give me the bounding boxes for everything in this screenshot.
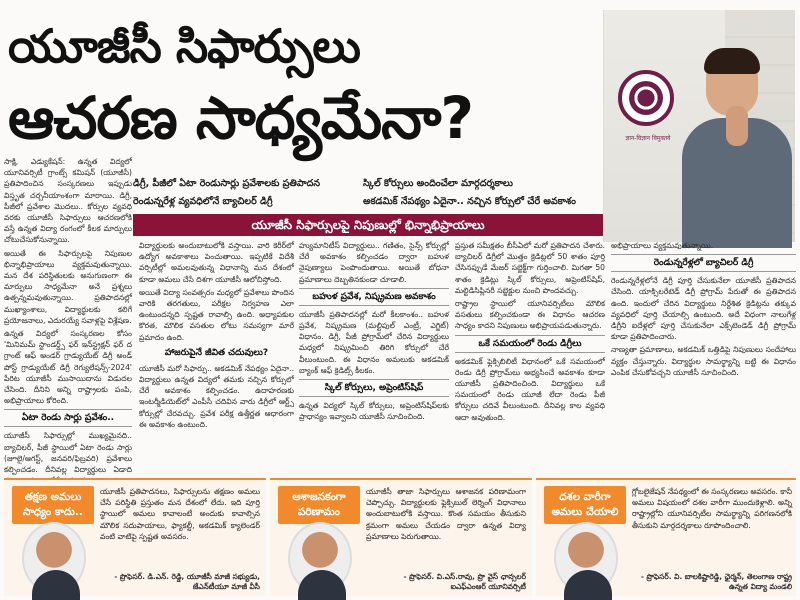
expert-opinion-box bbox=[270, 478, 532, 596]
ugc-motto: ज्ञान-विज्ञान विमुक्तये bbox=[625, 135, 671, 142]
expert-photo bbox=[554, 522, 618, 594]
headline-line-1: యూజీసీ సిఫార్సులు bbox=[8, 19, 360, 73]
paragraph: ఉన్నత విద్యలో స్కిల్ కోర్సులు, అప్రెంటిస్‌షిప్‌లకు ప్రాధాన్యం ఇవ్వాలని యూజీసీ సూచించింది. bbox=[299, 401, 449, 422]
headline-line-2: ఆచరణ సాధ్యమేనా? bbox=[8, 84, 474, 152]
ugc-emblem-icon bbox=[618, 70, 674, 126]
paragraph: హ్యుమానిటీస్ విద్యార్థులు.. గణితం, సైన్స్ కోర్సుల్లో చేరే అవకాశం కల్పించడం ద్వారా బహుళ నైపుణ్యాలు పెంపొందుతాయి. అయితే బోధనా ప్రమాణాలు దెబ్బతినకుండా చూడాలి. bbox=[299, 241, 449, 284]
paragraph: అభిప్రాయాలు వ్యక్తమవుతున్నాయి. bbox=[611, 241, 714, 250]
paragraph: యూజీసీ ప్రతిపాదనల్లో మరో కీలకాంశం.. బహుళ ప్రవేశ, నిష్క్రమణ (మల్టిపుల్ ఎంట్రీ, ఎగ్జిట్) విధానం. డిగ్రీ, పీజీ ప్రోగ్రామ్‌లో చేరిన విద్యార్థులు మధ్యలో నిష్క్రమించి తిరిగి కోర్సులో చేరే వీలుంటుంది. ఈ విధానం అమలుకు అకడమిక్ బ్యాంక్ ఆఫ్ క్రెడిట్స్ కీలకం. bbox=[299, 309, 449, 375]
subhead-item: డిగ్రీ, పీజీలో ఏటా రెండుసార్లు ప్రవేశాలకు ప్రతిపాదన bbox=[133, 178, 321, 189]
subhead-item: అకడమిక్ నేపథ్యం ఏదైనా.. నచ్చిన కోర్సులో చేరే అవకాశం bbox=[363, 196, 576, 207]
section-heading: రెండున్నరేళ్లలో బ్యాచిలర్ డిగ్రీ bbox=[611, 254, 796, 272]
paragraph: అయితే విద్యా సంవత్సరం మధ్యలో ప్రవేశాలు పొందిన వారికి తరగతులు, పరీక్షల నిర్వహణ ఎలా ఉంటుందన్నది స్పష్టత రావాల్సి ఉంది. అధ్యాపకుల కొరత, మౌలిక వసతుల లోటు సమస్యగా మారే ప్రమాదం ఉంది. bbox=[139, 287, 294, 342]
paragraph: నాణ్యతా ప్రమాణాలు, అకడమిక్ ఒత్తిడిపై నిపుణులు సందేహాలు వ్యక్తం చేస్తున్నారు. విద్యార్థుల సామర్థ్యాన్ని బట్టి ఈ విధానం ఎంపిక చేసుకోవచ్చని యూజీసీ సూచించింది. bbox=[611, 345, 796, 377]
column-4 bbox=[455, 240, 605, 474]
paragraph: విద్యార్థులకు అందుబాటులోకి వస్తాయి. వారి కెరీర్‌లో ఉద్యోగ అవకాశాలు పెంచుతాయి. ఇప్పటికే విదేశీ వర్సిటీల్లో అమలవుతున్న విధానాన్ని మన దేశంలో కూడా అమలు చేసే దిశగా యూజీసీ ఆలోచిస్తోంది. bbox=[139, 241, 294, 284]
expert-author: - ప్రొఫెసర్. వి. బాలకిష్టారెడ్డి, ఛైర్మన్, తెలంగాణ రాష్ట్ర ఉన్నత విద్యా మండలి bbox=[640, 572, 792, 591]
expert-quote: యూజీసీ ప్రతిపాదనలు, సిఫార్సులను తక్షణం అమలు చేసే పరిస్థితి ప్రస్తుతం మన దేశంలో లేదు. ఇది పూర్తి స్థాయిలో అమలు కావాలంటే అందుకు కావాల్సిన మౌలిక సదుపాయాలు, ఫ్యాకల్టీ, అకడమిక్ క్యాలెండర్ వంటి వాటిపై స్పష్టత అవసరం. bbox=[100, 487, 260, 541]
expert-tag: ఆశాజనకంగా పరిణామం bbox=[278, 486, 360, 524]
expert-opinion-box bbox=[536, 478, 796, 596]
paragraph: అకడమిక్ ఫ్లెక్సిబిలిటీ విధానంలో ఒకే సమయంలో రెండు డిగ్రీ ప్రోగ్రామ్‌లు అభ్యసించే అవకాశం కూడా యూజీసీ ప్రతిపాదించింది. విద్యార్థులు ఒకే సమయంలో రెండు యూజీ లేదా రెండు పీజీ కోర్సులు చదివే వీలుంటుంది. దీనివల్ల కాల వ్యవధి ఆదా అవుతుంది. bbox=[455, 356, 605, 422]
paragraph: యూజీసీ మరో సిఫార్సు.. అకడమిక్ నేపథ్యం ఏదైనా.. విద్యార్థులు ఉన్నత విద్యలో తమకు నచ్చిన కోర్సులో చేరే అవకాశం కల్పించడం. ఉదాహరణకు ఇంటర్మీడియెట్‌లో ఎంపీసీ చదివిన వారు డిగ్రీలో ఆర్ట్స్ కోర్సుల్లో చేరవచ్చు. ప్రవేశ పరీక్ష ఉత్తీర్ణత ఆధారంగా ఈ అవకాశం ఉంటుంది. bbox=[139, 363, 294, 429]
expert-opinion-box bbox=[4, 478, 266, 596]
column-5 bbox=[611, 240, 796, 474]
column-3 bbox=[299, 240, 449, 474]
headline bbox=[8, 14, 600, 158]
paragraph: యూజీసీ సిఫార్సుల్లో ముఖ్యమైనది.. బ్యాచిలర్, పీజీ స్థాయిలో ఏటా రెండు సార్లు (జూలై/ఆగస్ట్, జనవరి/ఫిబ్రవరి) ప్రవేశాలు కల్పించడం. దీనివల్ల విద్యార్థులు ఏడాది bbox=[4, 431, 132, 475]
subhead-item: స్కిల్ కోర్సులు అందించేలా మార్గదర్శకాలు bbox=[363, 178, 513, 189]
subhead-item: రెండున్నరేళ్ల వ్యవధిలోనే బ్యాచిలర్ డిగ్రీ bbox=[133, 196, 273, 207]
section-heading: స్కిల్ కోర్సులు, అప్రెంటిస్‌షిప్ bbox=[299, 379, 449, 397]
expert-quote: యూజీసీ తాజా సిఫార్సులు ఆశాజనక పరిణామంగా చెప్పొచ్చు. విద్యార్థులకు ఫ్లెక్సిబుల్ లెర్నింగ్ విధానాలు అందుబాటులోకి వస్తాయి. కొంత సమయం తీసుకుని క్రమంగా అమలు చేయడం ద్వారా ఉన్నత విద్యా ప్రమాణాలు పెరుగుతాయి. bbox=[366, 487, 526, 541]
paragraph: ప్రస్తుత సమీక్షతం బీసీఏలో మరో ప్రతిపాదన చేశారు. బ్యాచిలర్ డిగ్రీలో మొత్తం క్రెడిట్లలో 50 శాతం పూర్తి చేసినప్పుడే మేజర్ సబ్జెక్ట్‌గా గుర్తించాలి. మిగతా 50 శాతం క్రెడిట్లు స్కిల్ కోర్సులు, అప్రెంటిస్‌షిప్, మల్టిడిసిప్లినరీ సబ్జెక్టుల నుంచి పొందవచ్చు. bbox=[455, 241, 605, 295]
paragraph: ఉన్నత విద్యలో సంస్కరణల కోసం 'మినిమమ్ స్టాండర్డ్స్ ఫర్ ఇన్‌స్ట్రక్షన్ ఫర్ ద గ్రాంట్ ఆఫ్ అండర్ గ్రాడ్యుయేట్ డిగ్రీ అండ్ పోస్ట్ గ్రాడ్యుయేట్ డిగ్రీ రెగ్యులేషన్స్-2024' పేరిట యూజీసీ ముసాయిదాను విడుదల చేసింది. దీనిని అన్ని రాష్ట్రాలకు పంపి, అభిప్రాయాలు కోరింది. bbox=[4, 329, 132, 406]
section-heading: బహుళ ప్రవేశ, నిష్క్రమణ అవకాశం bbox=[299, 288, 449, 306]
section-heading: హాజరుపైనే జీవిత చదువులు? bbox=[164, 347, 269, 358]
paragraph: అయితే ఈ సిఫార్సులపై నిపుణుల భిన్నాభిప్రాయాలు వ్యక్తమవుతున్నాయి. మన దేశ పరిస్థితులకు అనుగుణంగా ఈ మార్పులు సాధ్యమేనా అనే ప్రశ్నలు ఉత్పన్నమవుతున్నాయి. ప్రతిపాదనల్లో ముఖ్యాంశాలు, విద్యార్థులకు కలిగే ప్రయోజనాలు, ఎదురయ్యే సవాళ్లపై విశ్లేషణ. bbox=[4, 248, 132, 325]
expert-tag: దశల వారీగా అమలు చేయాలి bbox=[544, 486, 626, 524]
expert-photo bbox=[288, 522, 352, 594]
paragraph: రాష్ట్రాల స్థాయిలో యూనివర్సిటీలు మౌలిక వసతులు కల్పించకుండా ఈ విధానం ఆచరణ సాధ్యం కాదని నిపుణులు అభిప్రాయపడుతున్నారు. bbox=[455, 299, 605, 331]
thinking-student-image bbox=[682, 52, 792, 242]
article-photo bbox=[603, 10, 795, 242]
column-2 bbox=[139, 240, 294, 474]
expert-author: - ప్రొఫెసర్. డి.ఎన్. రెడ్డి, యూజీసీ మాజీ సభ్యుడు, జేఎన్‌టీయూ మాజీ వీసీ bbox=[114, 572, 260, 591]
column-1 bbox=[4, 156, 132, 474]
expert-photo bbox=[22, 522, 86, 594]
expert-tag: తక్షణ అమలు సాధ్యం కాదు.. bbox=[12, 486, 94, 524]
paragraph: సాక్షి, ఎడ్యుకేషన్‌: ఉన్నత విద్యలో యూనివర్సిటీ గ్రాంట్స్ కమిషన్ (యూజీసీ) ప్రతిపాదించిన సంస్కరణలు ఇప్పుడు విస్తృత చర్చనీయాంశంగా మారాయి. డిగ్రీ, పీజీలో ప్రవేశాల మొదలు.. కోర్సుల వ్యవధి వరకు యూజీసీ సిఫార్సులు ఆచరణలోకి వస్తే ఉన్నత విద్యా రంగంలో కీలక మార్పులు చోటుచేసుకోనున్నాయి. bbox=[4, 157, 132, 245]
subhead-banner: యూజీసీ సిఫార్సులపై నిపుణుల్లో భిన్నాభిప్రాయాలు bbox=[133, 214, 603, 236]
paragraph: రెండున్నరేళ్లలోనే డిగ్రీ పూర్తి చేసుకునేలా యూజీసీ ప్రతిపాదన చేసింది. యాక్సిలరేటెడ్ డిగ్రీ ప్రోగ్రామ్ పేరుతో ఈ ప్రతిపాదన ఉంది. ఇందులో చేరిన విద్యార్థులు నిర్దేశిత క్రెడిట్లను తక్కువ వ్యవధిలో పూర్తి చేయాల్సి ఉంటుంది. అదే విధంగా నాలుగేళ్ల డిగ్రీని ఐదేళ్లలో పూర్తి చేసుకునేలా ఎక్స్‌టెండెడ్ డిగ్రీ ప్రోగ్రామ్ కూడా ప్రతిపాదించారు. bbox=[611, 276, 796, 342]
section-heading: ఏటా రెండు సార్లు ప్రవేశం.. bbox=[4, 409, 132, 427]
section-heading: ఒకే సమయంలో రెండు డిగ్రీలు bbox=[455, 335, 605, 353]
expert-author: - ప్రొఫెసర్. వి.ఎస్.రావు, ప్రొ వైస్ ఛాన్సలర్ ఐఎఫ్‌ఎంఆర్ యూనివర్సిటీ bbox=[403, 572, 526, 591]
expert-quote: గ్లోబలైజేషన్ నేపథ్యంలో ఈ సంస్కరణలు అవసరం. కానీ అమలు విషయంలో దశల వారీగా ముందుకెళ్లాలి. అన్ని రాష్ట్రాల్లోని యూనివర్సిటీల సామర్థ్యాన్ని పరిగణనలోకి తీసుకుని మార్గదర్శకాలు రూపొందించాలి. bbox=[632, 487, 792, 530]
